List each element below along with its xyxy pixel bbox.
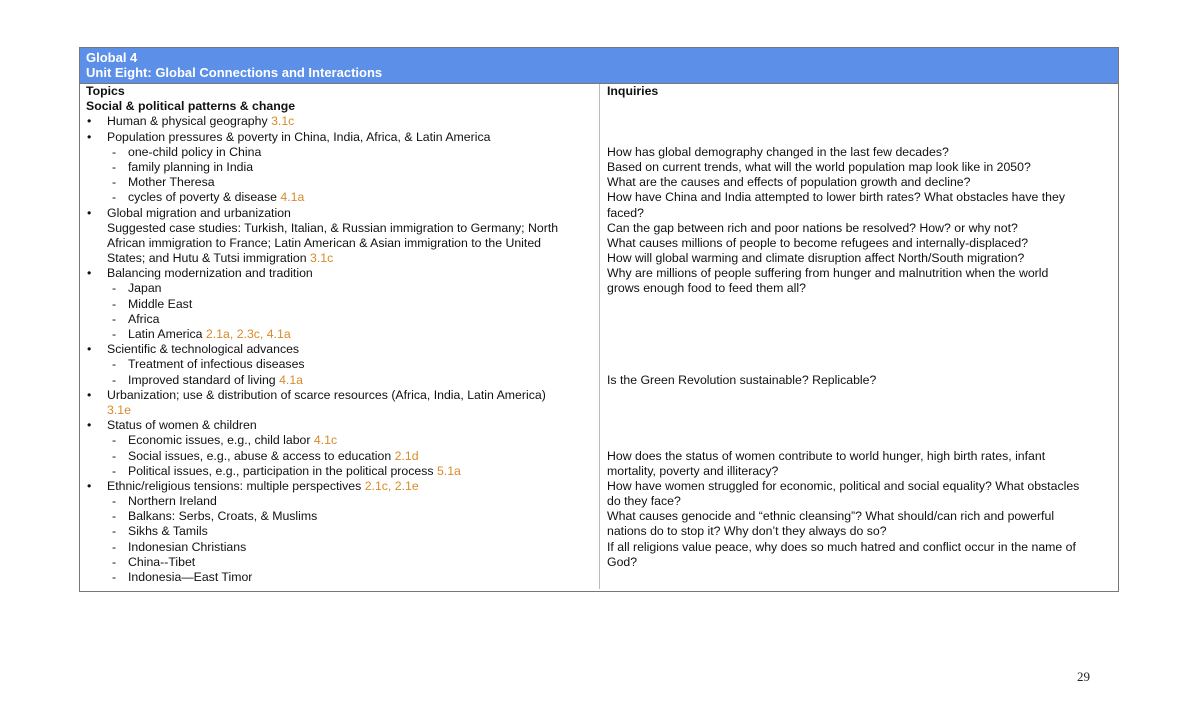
subtopic-item: - Improved standard of living 4.1a <box>86 373 593 388</box>
standard-ref: 2.1a, 2.3c, 4.1a <box>205 327 291 341</box>
standard-ref: 3.1e <box>107 402 131 417</box>
inquiry-line: How have women struggled for economic, political and social equality? What obstacles <box>607 478 1080 493</box>
section-title: Social & political patterns & change <box>86 99 296 114</box>
topic-continuation: Suggested case studies: Turkish, Italian, & Russian immigration to Germany; North <box>107 220 559 235</box>
inquiry-line: mortality, poverty and illiteracy? <box>607 463 779 478</box>
subtopic-item: - Sikhs & Tamils <box>86 524 593 539</box>
topic-item: • Ethnic/religious tensions: multiple perspectives 2.1c, 2.1e <box>86 479 593 494</box>
table-header <box>80 48 1118 84</box>
inquiry-line: nations do to stop it? Why don’t they always do so? <box>607 524 887 539</box>
subtopic-item: - China--Tibet <box>86 555 593 570</box>
topic-continuation: States; and Hutu & Tutsi immigration 3.1c <box>107 251 334 266</box>
subtopic-item: - Economic issues, e.g., child labor 4.1c <box>86 433 593 448</box>
inquiry-line: do they face? <box>607 494 681 509</box>
inquiry-line: If all religions value peace, why does so much hatred and conflict occur in the name of <box>607 539 1076 554</box>
topic-item: • Scientific & technological advances <box>86 342 593 357</box>
inquiry-line: Is the Green Revolution sustainable? Replicable? <box>607 372 877 387</box>
subtopic-item: - one-child policy in China <box>86 145 593 160</box>
inquiry-line: Based on current trends, what will the world population map look like in 2050? <box>607 159 1031 174</box>
subtopic-item: - Social issues, e.g., abuse & access to education 2.1d <box>86 449 593 464</box>
unit-title: Unit Eight: Global Connections and Interactions <box>86 65 383 80</box>
subtopic-item: - Japan <box>86 281 593 296</box>
inquiry-line: grows enough food to feed them all? <box>607 281 806 296</box>
page-number: 29 <box>1077 669 1090 684</box>
topics-column <box>80 84 600 589</box>
inquiry-line: How does the status of women contribute to world hunger, high birth rates, infant <box>607 448 1046 463</box>
inquiry-line: How has global demography changed in the last few decades? <box>607 144 949 159</box>
inquiry-line: What causes millions of people to become refugees and internally-displaced? <box>607 235 1029 250</box>
standard-ref: 2.1d <box>394 448 419 463</box>
standard-ref: 2.1c, 2.1e <box>364 478 419 493</box>
inquiry-line: What causes genocide and “ethnic cleansing”? What should/can rich and powerful <box>607 509 1055 524</box>
topic-item: • Population pressures & poverty in China, India, Africa, & Latin America <box>86 130 593 145</box>
inquiry-line: How will global warming and climate disruption affect North/South migration? <box>607 251 1025 266</box>
subtopic-item: - family planning in India <box>86 160 593 175</box>
curriculum-table <box>79 47 1119 592</box>
inquiry-line: Can the gap between rich and poor nations be resolved? How? or why not? <box>607 220 1018 235</box>
inquiry-line: faced? <box>607 205 644 220</box>
subtopic-item: - Latin America 2.1a, 2.3c, 4.1a <box>86 327 593 342</box>
course-title: Global 4 <box>86 50 138 65</box>
inquiry-line: What are the causes and effects of population growth and decline? <box>607 175 971 190</box>
inquiry-line: How have China and India attempted to lower birth rates? What obstacles have they <box>607 190 1065 205</box>
subtopic-item: - Indonesia—East Timor <box>86 570 593 585</box>
subtopic-item: - Northern Ireland <box>86 494 593 509</box>
subtopic-item: - Political issues, e.g., participation in the political process 5.1a <box>86 464 593 479</box>
subtopic-item: - Treatment of infectious diseases <box>86 357 593 372</box>
standard-ref: 4.1a <box>280 190 305 205</box>
subtopic-item: - Africa <box>86 312 593 327</box>
standard-ref: 5.1a <box>436 463 461 478</box>
standard-ref: 3.1c <box>310 251 334 266</box>
topic-item: • Balancing modernization and tradition <box>86 266 593 281</box>
inquiry-line: God? <box>607 554 638 569</box>
topic-continuation <box>86 403 593 418</box>
inquiries-heading: Inquiries <box>607 84 659 98</box>
inquiry-line: Why are millions of people suffering from hunger and malnutrition when the world <box>607 266 1049 281</box>
topic-item: • Human & physical geography 3.1c <box>86 114 593 129</box>
topic-continuation: African immigration to France; Latin American & Asian immigration to the United <box>107 235 541 250</box>
inquiries-column <box>601 84 1125 589</box>
topic-item: • Urbanization; use & distribution of scarce resources (Africa, India, Latin America) <box>86 388 593 403</box>
subtopic-item: - Middle East <box>86 297 593 312</box>
standard-ref: 3.1c <box>271 114 295 129</box>
standard-ref: 4.1a <box>279 372 303 387</box>
subtopic-item: - cycles of poverty & disease 4.1a <box>86 190 593 205</box>
standard-ref: 4.1c <box>313 433 338 448</box>
subtopic-item: - Mother Theresa <box>86 175 593 190</box>
subtopic-item: - Indonesian Christians <box>86 540 593 555</box>
topics-heading: Topics <box>86 84 125 98</box>
subtopic-item: - Balkans: Serbs, Croats, & Muslims <box>86 509 593 524</box>
topic-item: • Status of women & children <box>86 418 593 433</box>
topic-item: • Global migration and urbanization <box>86 206 593 221</box>
